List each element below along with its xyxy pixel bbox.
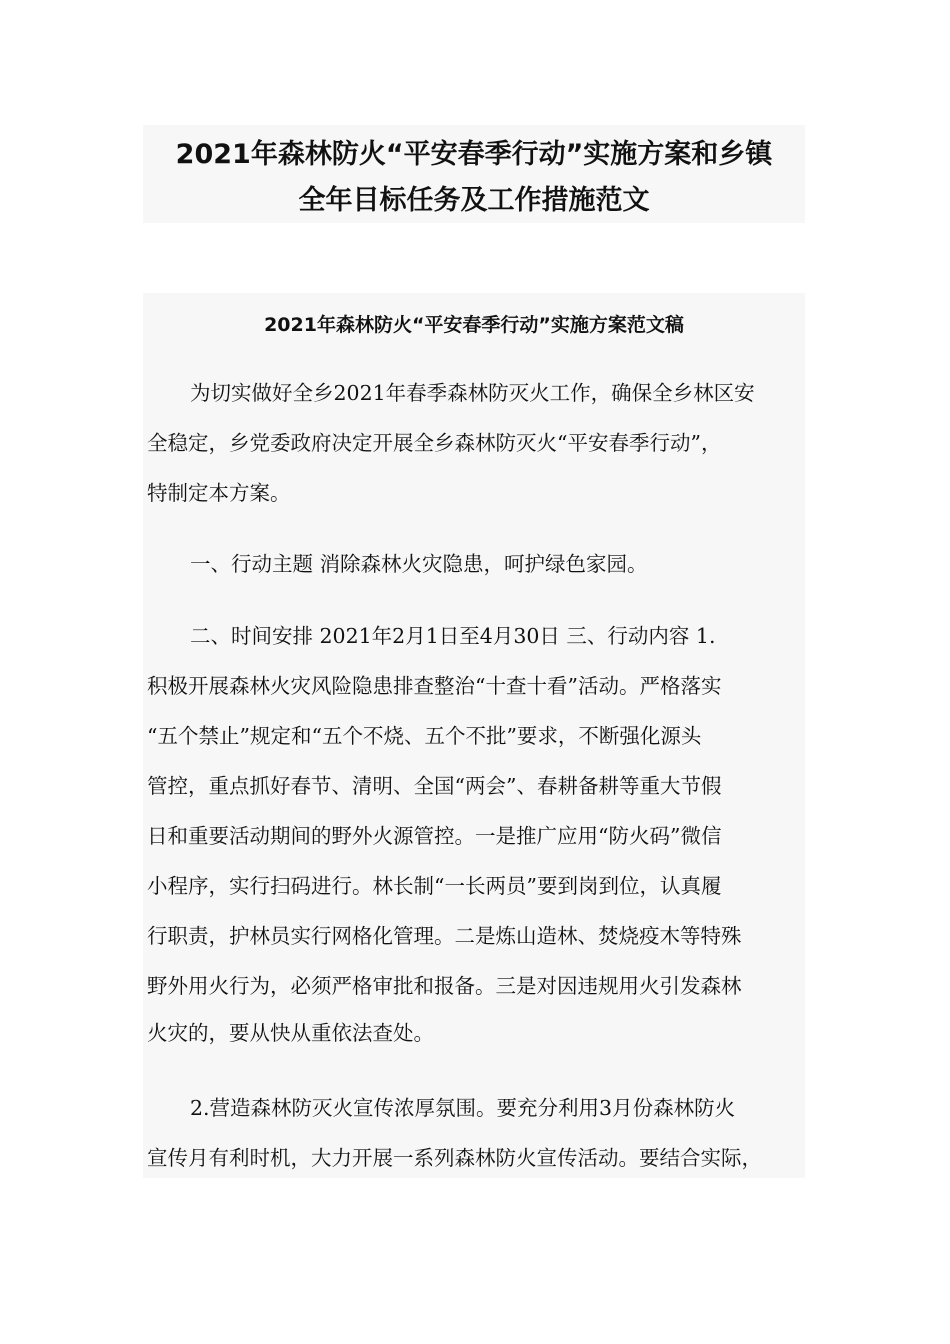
paragraph-line: 二、时间安排 2021年2月1日至4月30日 三、行动内容 1.	[190, 624, 716, 648]
section-subtitle: 2021年森林防火“平安春季行动”实施方案范文稿	[264, 314, 684, 336]
paragraph-line: 全稳定，乡党委政府决定开展全乡森林防灭火“平安春季行动”，	[147, 431, 722, 455]
document-title-block	[143, 125, 805, 223]
paragraph-line: “五个禁止”规定和“五个不烧、五个不批”要求，不断强化源头	[147, 724, 702, 748]
paragraph-line: 2.营造森林防灭火宣传浓厚氛围。要充分利用3月份森林防火	[190, 1096, 736, 1120]
paragraph-line: 火灾的，要从快从重依法查处。	[147, 1021, 434, 1045]
paragraph-line: 管控，重点抓好春节、清明、全国“两会”、春耕备耕等重大节假	[147, 774, 722, 798]
paragraph-line: 日和重要活动期间的野外火源管控。一是推广应用“防火码”微信	[147, 824, 722, 848]
paragraph-line: 积极开展森林火灾风险隐患排查整治“十查十看”活动。严格落实	[147, 674, 722, 698]
paragraph-line: 小程序，实行扫码进行。林长制“一长两员”要到岗到位，认真履	[147, 874, 722, 898]
document-title-line-1: 2021年森林防火“平安春季行动”实施方案和乡镇	[175, 139, 773, 170]
paragraph-line: 野外用火行为，必须严格审批和报备。三是对因违规用火引发森林	[147, 974, 742, 998]
paragraph-line: 特制定本方案。	[147, 481, 291, 505]
paragraph-line: 宣传月有利时机，大力开展一系列森林防火宣传活动。要结合实际，	[147, 1146, 762, 1170]
paragraph-line: 一、行动主题 消除森林火灾隐患，呵护绿色家园。	[190, 552, 648, 576]
paragraph-line: 为切实做好全乡2021年春季森林防灭火工作，确保全乡林区安	[190, 381, 755, 405]
document-body-block	[143, 293, 805, 1178]
document-title-line-2: 全年目标任务及工作措施范文	[298, 185, 650, 216]
paragraph-line: 行职责，护林员实行网格化管理。二是炼山造林、焚烧疫木等特殊	[147, 924, 742, 948]
